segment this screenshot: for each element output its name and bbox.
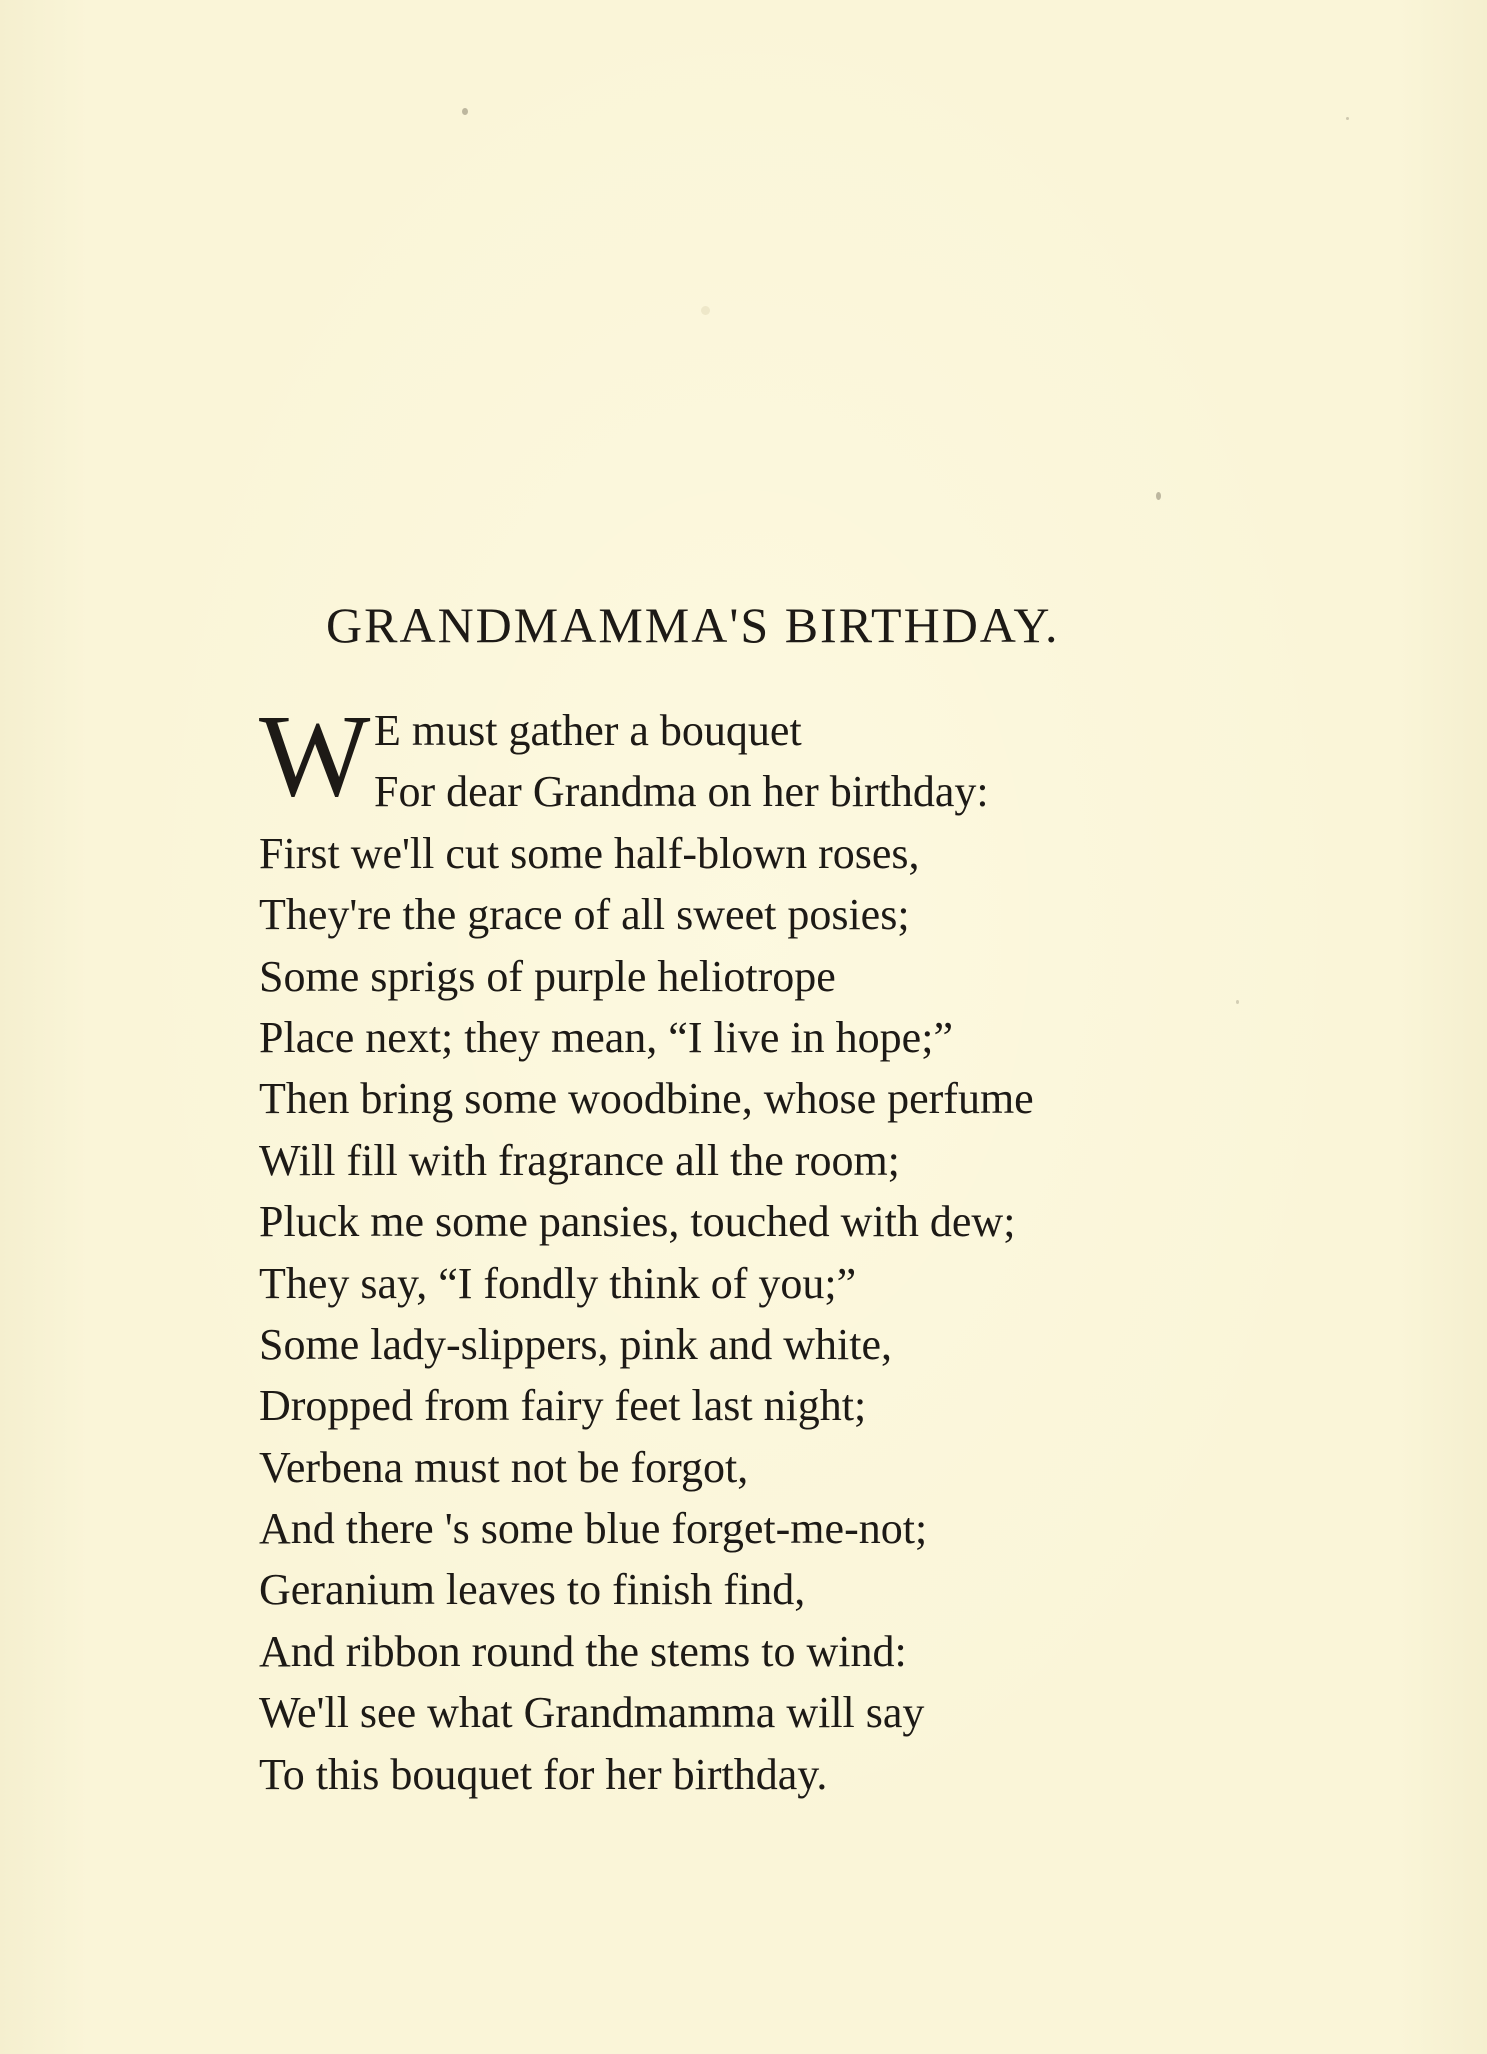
poem-line: Place next; they mean, “I live in hope;” [259,1012,953,1062]
paper-stain [701,306,710,315]
poem-line: Dropped from fairy feet last night; [259,1381,867,1431]
poem-line: We'll see what Grandmamma will say [259,1688,925,1738]
poem-line: Geranium leaves to finish find, [259,1565,806,1615]
poem-line: And there 's some blue forget-me-not; [259,1504,928,1554]
paper-speck [462,108,468,115]
poem-line: Then bring some woodbine, whose perfume [259,1074,1034,1124]
poem-line: Pluck me some pansies, touched with dew; [259,1197,1016,1247]
poem-line: They're the grace of all sweet posies; [259,890,910,940]
poem-line: First we'll cut some half-blown roses, [259,828,920,878]
drop-cap: W [259,690,371,821]
poem-line-2: For dear Grandma on her birthday: [374,767,989,817]
paper-speck [1346,117,1349,120]
poem-title: GRANDMAMMA'S BIRTHDAY. [326,597,1060,653]
poem-line: To this bouquet for her birthday. [259,1749,828,1799]
poem-line: They say, “I fondly think of you;” [259,1258,857,1308]
poem-line: And ribbon round the stems to wind: [259,1626,907,1676]
poem-line: Will fill with fragrance all the room; [259,1135,900,1185]
poem-line: Verbena must not be forgot, [259,1442,749,1492]
paper-speck [1156,492,1161,500]
poem-body [259,690,1359,1805]
poem-line-1: E must gather a bouquet [374,706,802,755]
poem-line: Some sprigs of purple heliotrope [259,951,836,1001]
poem-line: Some lady-slippers, pink and white, [259,1319,893,1369]
poem-opening [259,690,1359,823]
